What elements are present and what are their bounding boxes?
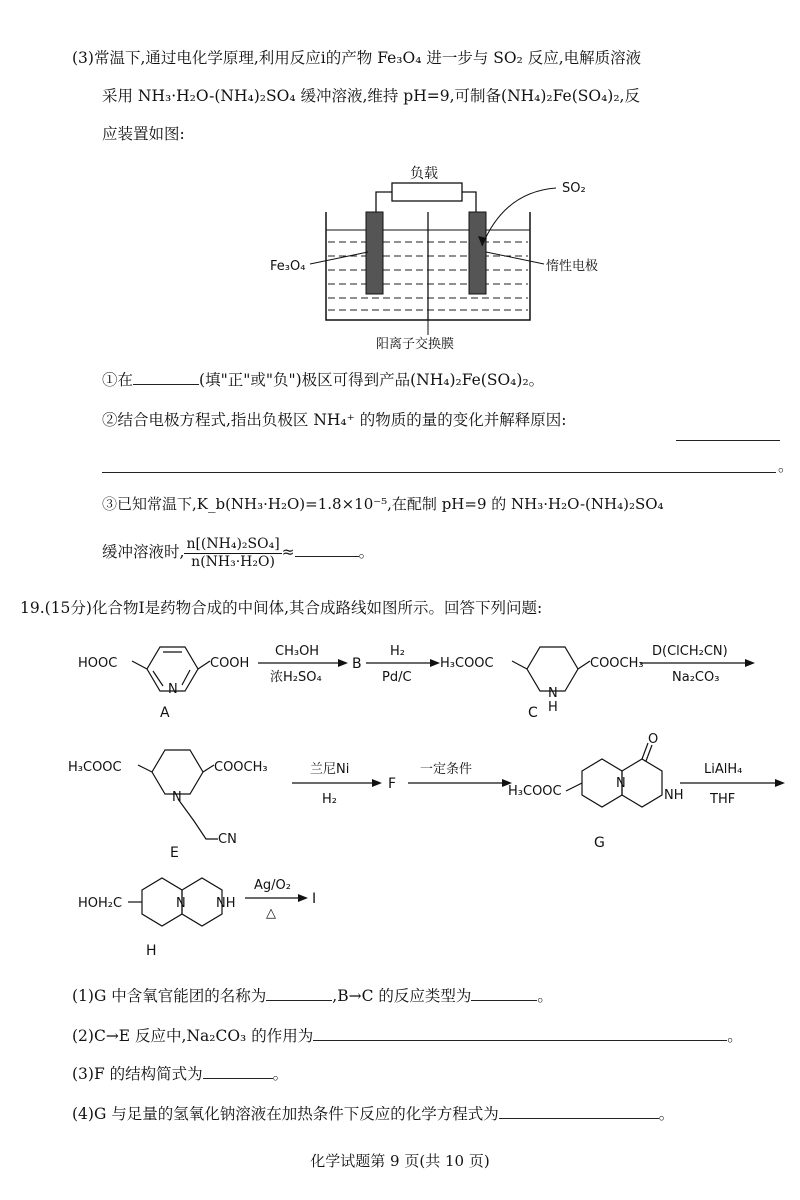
step7-condition: △ [266,906,276,921]
step3-reagent: D(ClCH₂CN) [652,644,728,659]
load-box [392,183,462,201]
step1-condition: 浓H₂SO₄ [270,670,322,685]
step3-condition: Na₂CO₃ [672,670,720,685]
answer-blank-3[interactable] [295,540,359,557]
ratio-fraction [184,536,281,571]
B-label: B [352,656,362,672]
E-N: N [172,790,182,805]
answer-blank-19-1a[interactable] [266,984,332,1001]
q19-3-prefix: (3)F 的结构简式为 [72,1065,203,1083]
answer-blank-19-3[interactable] [203,1062,273,1079]
step7-reagent: Ag/O₂ [254,878,291,893]
q19-1 [72,984,553,1006]
q19-3-end: 。 [272,1065,289,1083]
step6-reagent: LiAlH₄ [704,762,743,777]
page-footer: 化学试题第 9 页(共 10 页) [310,1152,490,1170]
step4-condition: H₂ [322,792,337,807]
electrolysis-cell-diagram [250,160,630,355]
answer-blank-2b[interactable] [102,456,776,473]
subq2 [102,410,566,430]
q19-2-prefix: (2)C→E 反应中,Na₂CO₃ 的作用为 [72,1027,314,1045]
G-N: N [616,776,626,791]
subq3-line1: ③已知常温下,K_b(NH₃·H₂O)=1.8×10⁻⁵,在配制 pH=9 的 NH₃·H₂O-(NH₄)₂SO₄ [102,495,664,513]
inert-electrode [469,212,486,294]
A-left-group: HOOC [78,656,118,671]
q19-1-mid: ,B→C 的反应类型为 [332,987,472,1005]
q19-4-prefix: (4)G 与足量的氢氧化钠溶液在加热条件下反应的化学方程式为 [72,1105,499,1123]
q19-1-prefix: (1)G 中含氧官能团的名称为 [72,987,267,1005]
q19-2 [72,1024,743,1046]
subq2-text: ②结合电极方程式,指出负极区 NH₄⁺ 的物质的量的变化并解释原因: [102,411,567,429]
q19-intro: 19.(15分)化合物Ⅰ是药物合成的中间体,其合成路线如图所示。回答下列问题: [20,599,543,617]
subq2-end: 。 [778,457,794,475]
part3-line3: 应装置如图: [102,125,185,143]
fe3o4-electrode [366,212,383,294]
I-label: I [312,891,317,907]
answer-blank-19-4[interactable] [499,1102,659,1119]
step5-condition: 一定条件 [420,762,473,777]
step2-condition: Pd/C [382,670,412,685]
C-H: H [548,700,558,715]
fraction-numerator: n[(NH₄)₂SO₄] [186,535,280,552]
part3-line2: 采用 NH₃·H₂O-(NH₄)₂SO₄ 缓冲溶液,维持 pH=9,可制备(NH₄)₂Fe(SO₄)₂,反 [102,87,640,105]
G-O: O [648,732,659,747]
H-left-group: HOH₂C [78,896,123,911]
fraction-denominator: n(NH₃·H₂O) [191,553,275,570]
G-label: G [594,835,605,851]
q19-2-end: 。 [727,1027,743,1045]
fe3o4-label: Fe₃O₄ [270,259,306,274]
membrane-label: 阳离子交换膜 [376,337,455,352]
answer-blank-19-2[interactable] [313,1024,727,1041]
subq1-suffix: (填"正"或"负")极区可得到产品(NH₄)₂Fe(SO₄)₂。 [199,371,545,389]
answer-blank-19-1b[interactable] [471,984,537,1001]
synthesis-route [0,625,800,965]
C-right-group: COOCH₃ [590,656,644,671]
approx-sign: ≈ [281,543,295,561]
load-label: 负载 [410,166,438,182]
C-N: N [548,686,558,701]
q19-4-end: 。 [658,1105,675,1123]
F-label: F [388,776,397,792]
H-label: H [146,943,157,959]
E-right-group: COOCH₃ [214,760,268,775]
A-right-group: COOH [210,656,250,671]
E-label: E [170,845,179,861]
q19-1-end: 。 [537,987,553,1005]
answer-blank-2a[interactable] [676,424,780,441]
part3-line1: (3)常温下,通过电化学原理,利用反应ⅰ的产物 Fe₃O₄ 进一步与 SO₂ 反应,电解质溶液 [72,49,642,67]
H-NH: NH [216,896,236,911]
step1-reagent: CH₃OH [275,644,320,659]
subq3-end: 。 [358,543,375,561]
subq3-line2 [102,530,374,574]
G-left-group: H₃COOC [508,784,562,799]
step6-condition: THF [710,792,736,807]
A-N: N [168,682,178,697]
q19-3 [72,1062,288,1084]
step4-reagent: 兰尼Ni [310,762,350,777]
subq3-prefix: 缓冲溶液时, [102,543,185,561]
C-label: C [528,705,538,721]
inert-electrode-label: 惰性电极 [546,259,599,274]
E-left-group: H₃COOC [68,760,122,775]
A-label: A [160,705,170,721]
so2-label: SO₂ [562,181,586,196]
subq1 [102,368,544,390]
subq1-prefix: ①在 [102,371,134,389]
H-N: N [176,896,186,911]
E-CN: CN [218,832,237,847]
C-left-group: H₃COOC [440,656,494,671]
answer-blank-1[interactable] [133,368,199,385]
G-NH: NH [664,788,684,803]
q19-4 [72,1102,674,1124]
step2-reagent: H₂ [390,644,405,659]
